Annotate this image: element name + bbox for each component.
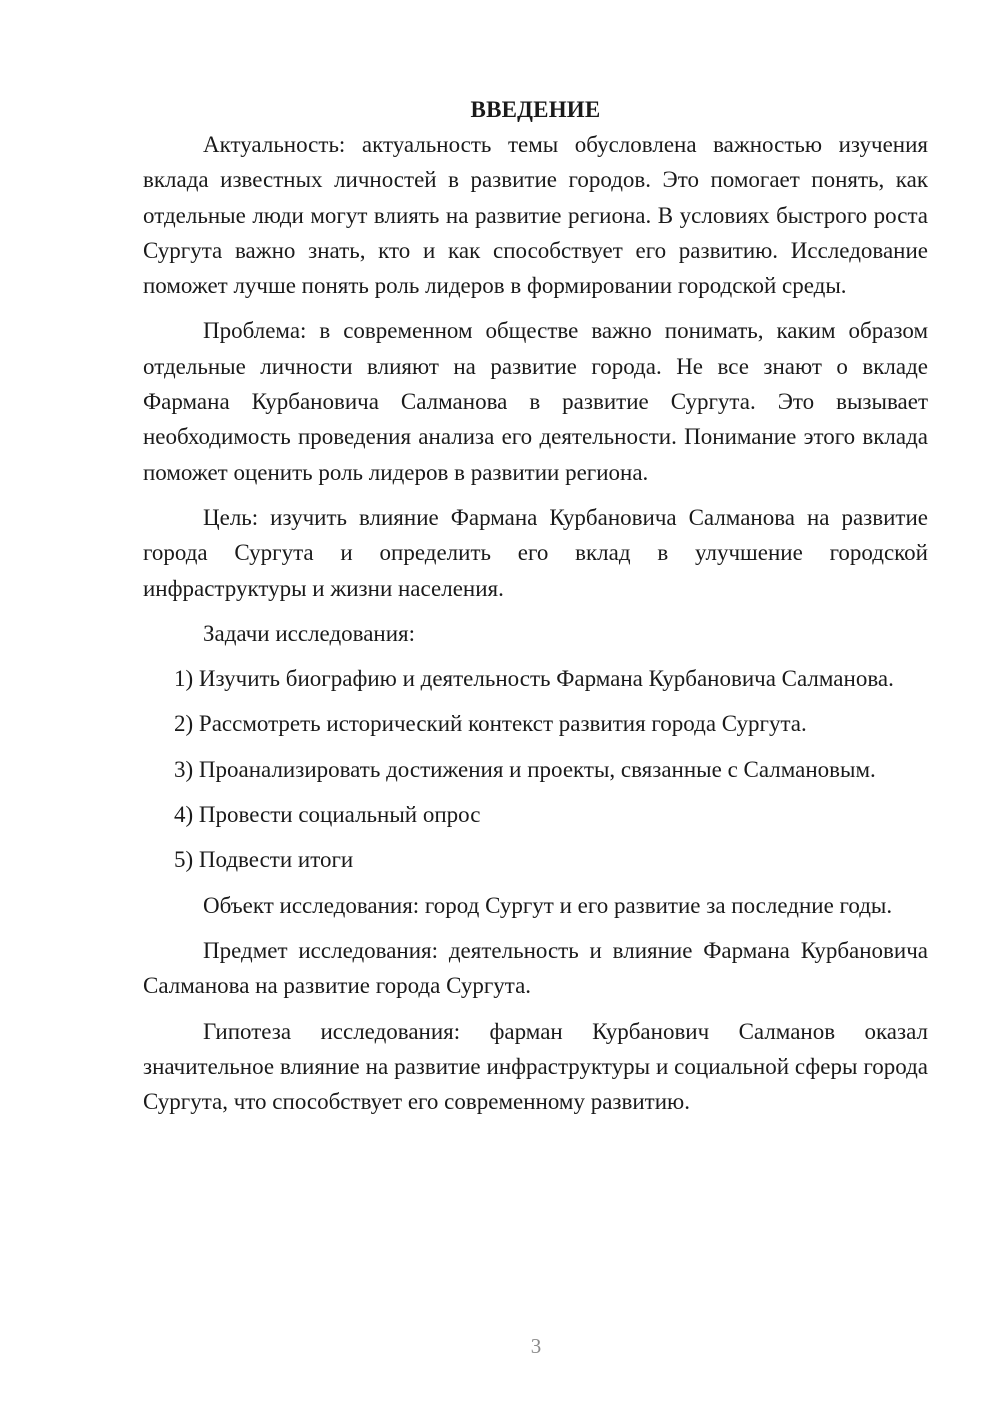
task-item-4: 4) Провести социальный опрос [174, 802, 481, 828]
document-page [143, 92, 928, 1129]
paragraph-relevance: Актуальность: актуальность темы обусловлена важностью изучения вклада известных личностей в развитие городов. Это помогает понять, как отдельные люди могут влиять на развитие региона. В условиях быстрого роста Сургута важно знать, кто и как способствует его развитию. Исследование поможет лучше понять роль лидеров в формировании городской среды. [143, 132, 928, 299]
paragraph-goal: Цель: изучить влияние Фармана Курбановича Салманова на развитие города Сургута и определить его вклад в улучшение городской инфраструктуры и жизни населения. [143, 504, 928, 601]
paragraph-object: Объект исследования: город Сургут и его развитие за последние годы. [203, 892, 893, 918]
page-number: 3 [530, 1334, 542, 1358]
task-item-3: 3) Проанализировать достижения и проекты, связанные с Салмановым. [174, 756, 876, 782]
paragraph-hypothesis: Гипотеза исследования: фарман Курбанович Салманов оказал значительное влияние на развитие инфраструктуры и социальной сферы города Сургута, что способствует его современному развитию. [143, 1018, 928, 1115]
section-heading: ВВЕДЕНИЕ [470, 97, 601, 122]
paragraph-tasks-title: Задачи исследования: [203, 620, 416, 646]
paragraph-problem: Проблема: в современном обществе важно понимать, каким образом отдельные личности влияют на развитие города. Не все знают о вкладе Фармана Курбановича Салманова в развитие Сургута. Это вызывает необходимость проведения анализа его деятельности. Понимание этого вклада поможет оценить роль лидеров в развитии региона. [143, 318, 928, 485]
task-item-5: 5) Подвести итоги [174, 847, 354, 873]
task-item-1: 1) Изучить биографию и деятельность Фармана Курбановича Салманова. [174, 666, 894, 692]
paragraph-subject: Предмет исследования: деятельность и влияние Фармана Курбановича Салманова на развитие города Сургута. [143, 937, 928, 999]
task-item-2: 2) Рассмотреть исторический контекст развития города Сургута. [174, 711, 807, 737]
